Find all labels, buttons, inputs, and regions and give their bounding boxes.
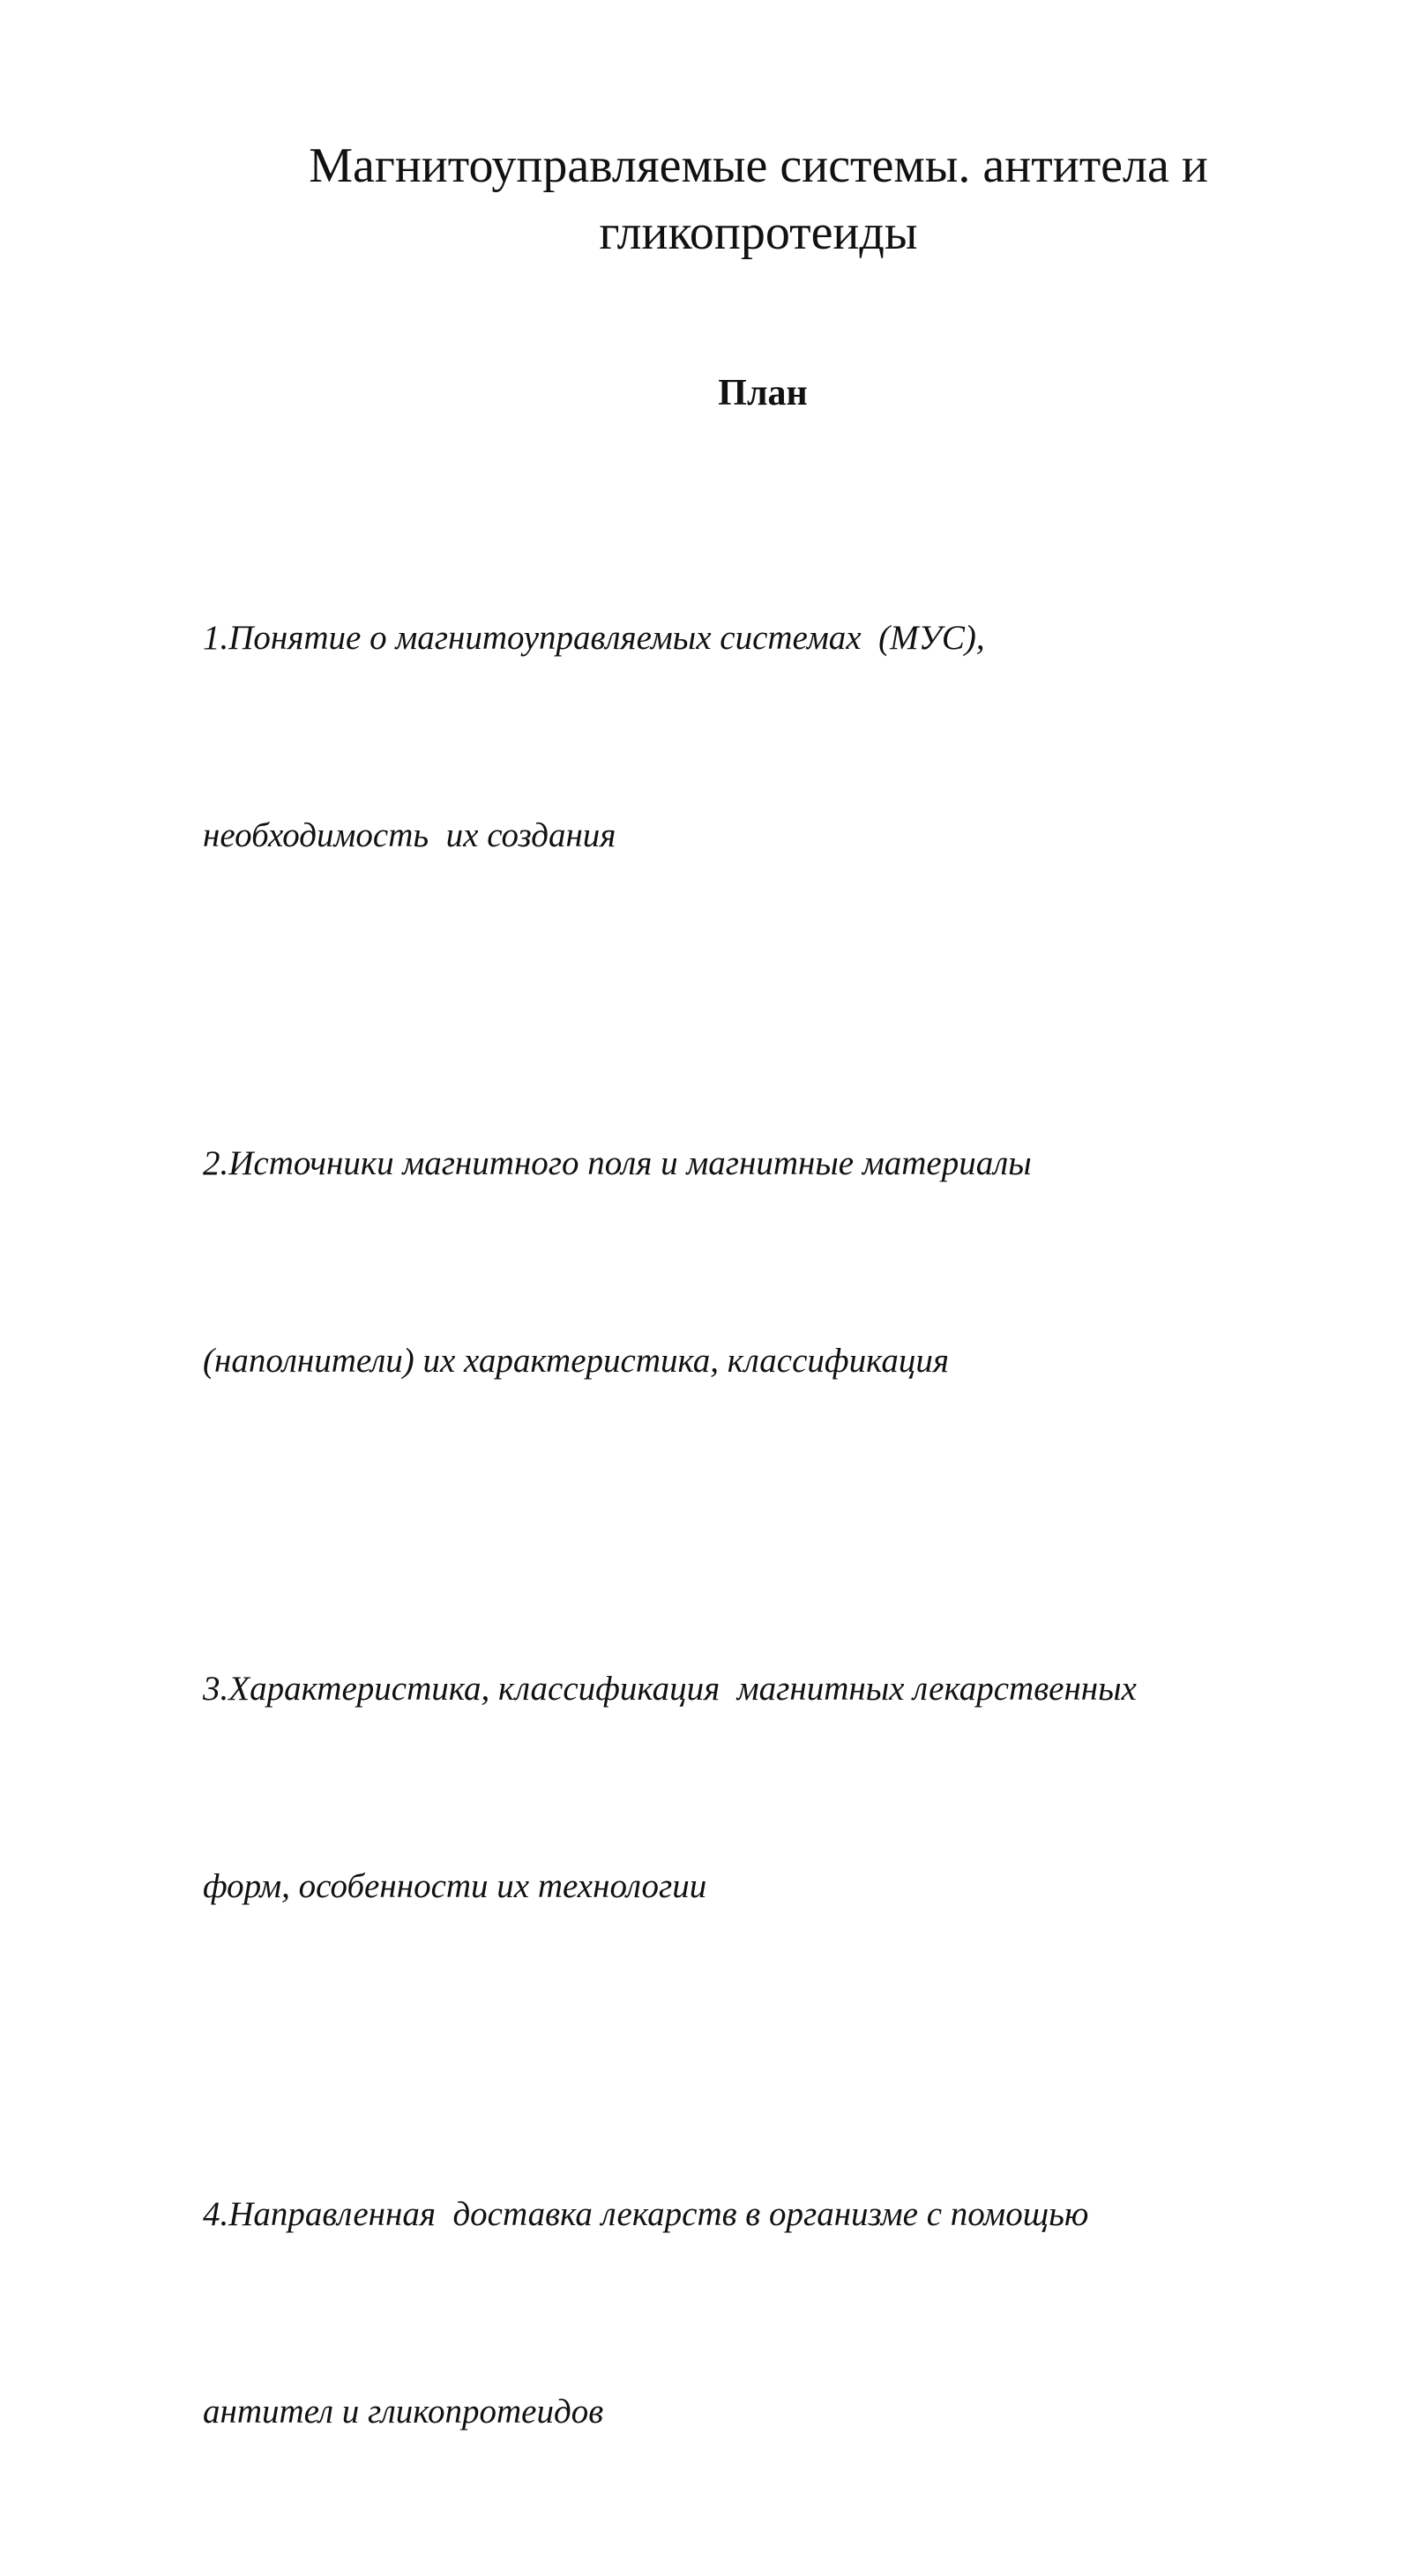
- plan-item-line: 2.Источники магнитного поля и магнитные материалы: [203, 1144, 1032, 1182]
- plan-item-line: (наполнители) их характеристика, классификация: [203, 1341, 949, 1380]
- document-title-line: гликопротеиды: [599, 205, 918, 260]
- document-title-line: Магнитоуправляемые системы. антитела и: [309, 138, 1208, 193]
- plan-item-line: необходимость их создания: [203, 815, 616, 854]
- document-title: [265, 132, 1252, 266]
- plan-item: [203, 1000, 1305, 1525]
- plan-item-line: 1.Понятие о магнитоуправляемых системах (МУС),: [203, 619, 985, 657]
- plan-item-line: форм, особенности их технологии: [203, 1866, 707, 1905]
- plan-item-line: 3.Характеристика, классификация магнитных лекарственных: [203, 1670, 1137, 1708]
- plan-item-line: антител и гликопротеидов: [203, 2392, 604, 2431]
- plan-item: [203, 1525, 1305, 2051]
- plan-item-line: 4.Направленная доставка лекарств в организме с помощью: [203, 2195, 1089, 2233]
- plan-list: [203, 474, 1305, 2576]
- plan-item: [203, 474, 1305, 1000]
- plan-item: [203, 2051, 1305, 2576]
- plan-heading: План: [718, 373, 808, 413]
